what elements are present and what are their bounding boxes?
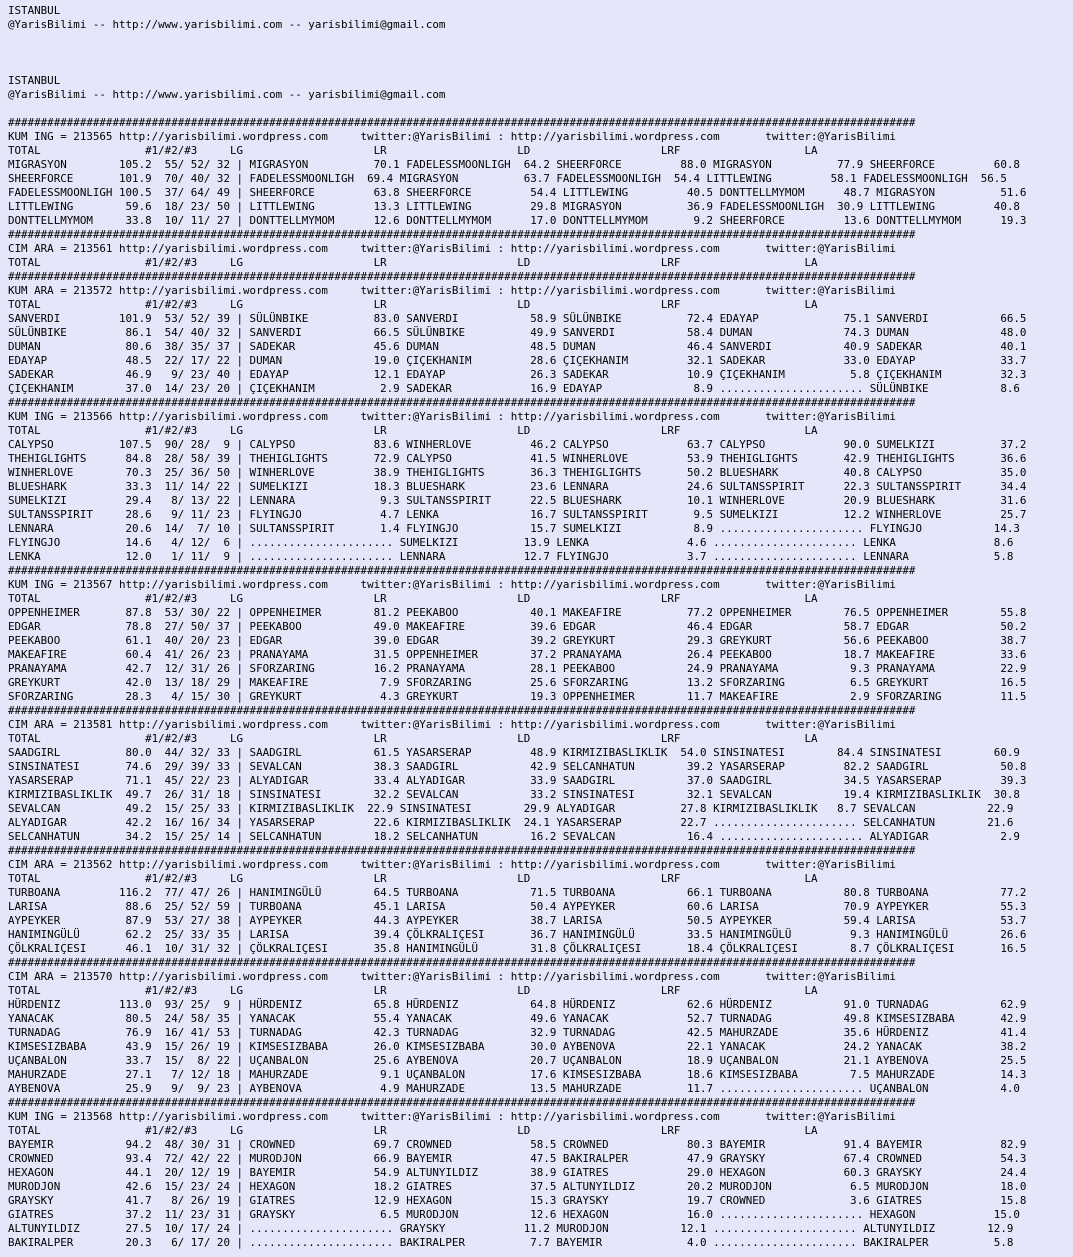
report-line: ########################################################################################################################################### <box>8 956 916 969</box>
report-line: SINSINATESI 74.6 29/ 39/ 33 | SEVALCAN 38.3 SAADGIRL 42.9 SELCANHATUN 39.2 YASARSERAP 82.2 SAADGIRL 50.8 <box>8 760 1027 773</box>
report-line: LENKA 12.0 1/ 11/ 9 | ...................... LENNARA 12.7 FLYINGJO 3.7 ...................... LENNARA 5.8 <box>8 550 1014 563</box>
report-line: @YarisBilimi -- http://www.yarisbilimi.com -- yarisbilimi@gmail.com <box>8 88 446 101</box>
report-line: TOTAL #1/#2/#3 LG LR LD LRF LA <box>8 144 818 157</box>
report-line: OPPENHEIMER 87.8 53/ 30/ 22 | OPPENHEIMER 81.2 PEEKABOO 40.1 MAKEAFIRE 77.2 OPPENHEIMER 76.5 OPPENHEIMER 55.8 <box>8 606 1027 619</box>
report-line: ALYADIGAR 42.2 16/ 16/ 34 | YASARSERAP 22.6 KIRMIZIBASLIKLIK 24.1 YASARSERAP 22.7 ...................... SELCANHATUN 21.6 <box>8 816 1014 829</box>
report-line: SANVERDI 101.9 53/ 52/ 39 | SÜLÜNBIKE 83.0 SANVERDI 58.9 SÜLÜNBIKE 72.4 EDAYAP 75.1 SANVERDI 66.5 <box>8 312 1027 325</box>
report-line: FADELESSMOONLIGH 100.5 37/ 64/ 49 | SHEERFORCE 63.8 SHEERFORCE 54.4 LITTLEWING 40.5 DONTTELLMYMOM 48.7 MIGRASYON 51.6 <box>8 186 1027 199</box>
report-line: CROWNED 93.4 72/ 42/ 22 | MURODJON 66.9 BAYEMIR 47.5 BAKIRALPER 47.9 GRAYSKY 67.4 CROWNED 54.3 <box>8 1152 1027 1165</box>
report-line: SELCANHATUN 34.2 15/ 25/ 14 | SELCANHATUN 18.2 SELCANHATUN 16.2 SEVALCAN 16.4 ...................... ALYADIGAR 2.9 <box>8 830 1020 843</box>
report-line: TOTAL #1/#2/#3 LG LR LD LRF LA <box>8 1124 818 1137</box>
report-line: KUM ING = 213566 http://yarisbilimi.wordpress.com twitter:@YarisBilimi : http://yarisbilimi.wordpress.com twitter:@YarisBilimi <box>8 410 896 423</box>
report-line: GIATRES 37.2 11/ 23/ 31 | GRAYSKY 6.5 MURODJON 12.6 HEXAGON 16.0 ...................... HEXAGON 15.0 <box>8 1208 1020 1221</box>
report-line: TOTAL #1/#2/#3 LG LR LD LRF LA <box>8 732 818 745</box>
report-line: GRAYSKY 41.7 8/ 26/ 19 | GIATRES 12.9 HEXAGON 15.3 GRAYSKY 19.7 CROWNED 3.6 GIATRES 15.8 <box>8 1194 1027 1207</box>
report-line: ########################################################################################################################################### <box>8 396 916 409</box>
report-line: MURODJON 42.6 15/ 23/ 24 | HEXAGON 18.2 GIATRES 37.5 ALTUNYILDIZ 20.2 MURODJON 6.5 MURODJON 18.0 <box>8 1180 1027 1193</box>
report-line: YASARSERAP 71.1 45/ 22/ 23 | ALYADIGAR 33.4 ALYADIGAR 33.9 SAADGIRL 37.0 SAADGIRL 34.5 YASARSERAP 39.3 <box>8 774 1027 787</box>
report-line: HANIMINGÜLÜ 62.2 25/ 33/ 35 | LARISA 39.4 ÇÖLKRALIÇESI 36.7 HANIMINGÜLÜ 33.5 HANIMINGÜLÜ 9.3 HANIMINGÜLÜ 26.6 <box>8 928 1027 941</box>
report-line: SUMELKIZI 29.4 8/ 13/ 22 | LENNARA 9.3 SULTANSSPIRIT 22.5 BLUESHARK 10.1 WINHERLOVE 20.9 BLUESHARK 31.6 <box>8 494 1027 507</box>
report-line: LARISA 88.6 25/ 52/ 59 | TURBOANA 45.1 LARISA 50.4 AYPEYKER 60.6 LARISA 70.9 AYPEYKER 55.3 <box>8 900 1027 913</box>
report-line: TOTAL #1/#2/#3 LG LR LD LRF LA <box>8 984 818 997</box>
report-line: ########################################################################################################################################### <box>8 844 916 857</box>
report-line: TOTAL #1/#2/#3 LG LR LD LRF LA <box>8 298 818 311</box>
report-line: ########################################################################################################################################### <box>8 704 916 717</box>
report-line: TOTAL #1/#2/#3 LG LR LD LRF LA <box>8 256 818 269</box>
report-line: SEVALCAN 49.2 15/ 25/ 33 | KIRMIZIBASLIKLIK 22.9 SINSINATESI 29.9 ALYADIGAR 27.8 KIRMIZIBASLIKLIK 8.7 SEVALCAN 22.9 <box>8 802 1014 815</box>
report-line <box>8 32 1073 46</box>
report-line: KUM ING = 213567 http://yarisbilimi.wordpress.com twitter:@YarisBilimi : http://yarisbilimi.wordpress.com twitter:@YarisBilimi <box>8 578 896 591</box>
report-line: KUM ING = 213565 http://yarisbilimi.wordpress.com twitter:@YarisBilimi : http://yarisbilimi.wordpress.com twitter:@YarisBilimi <box>8 130 896 143</box>
report-line: SULTANSSPIRIT 28.6 9/ 11/ 23 | FLYINGJO 4.7 LENKA 16.7 SULTANSSPIRIT 9.5 SUMELKIZI 12.2 WINHERLOVE 25.7 <box>8 508 1027 521</box>
report-line: CALYPSO 107.5 90/ 28/ 9 | CALYPSO 83.6 WINHERLOVE 46.2 CALYPSO 63.7 CALYPSO 90.0 SUMELKIZI 37.2 <box>8 438 1027 451</box>
report-line: ########################################################################################################################################### <box>8 228 916 241</box>
report-line: MAHURZADE 27.1 7/ 12/ 18 | MAHURZADE 9.1 UÇANBALON 17.6 KIMSESIZBABA 18.6 KIMSESIZBABA 7.5 MAHURZADE 14.3 <box>8 1068 1027 1081</box>
report-line: BAYEMIR 94.2 48/ 30/ 31 | CROWNED 69.7 CROWNED 58.5 CROWNED 80.3 BAYEMIR 91.4 BAYEMIR 82.9 <box>8 1138 1027 1151</box>
report-line: MAKEAFIRE 60.4 41/ 26/ 23 | PRANAYAMA 31.5 OPPENHEIMER 37.2 PRANAYAMA 26.4 PEEKABOO 18.7 MAKEAFIRE 33.6 <box>8 648 1027 661</box>
report-line: EDAYAP 48.5 22/ 17/ 22 | DUMAN 19.0 ÇIÇEKHANIM 28.6 ÇIÇEKHANIM 32.1 SADEKAR 33.0 EDAYAP 33.7 <box>8 354 1027 367</box>
report-line: GREYKURT 42.0 13/ 18/ 29 | MAKEAFIRE 7.9 SFORZARING 25.6 SFORZARING 13.2 SFORZARING 6.5 GREYKURT 16.5 <box>8 676 1027 689</box>
report-line <box>8 102 1073 116</box>
report-line: ISTANBUL <box>8 4 61 17</box>
report-line: KUM ING = 213568 http://yarisbilimi.wordpress.com twitter:@YarisBilimi : http://yarisbilimi.wordpress.com twitter:@YarisBilimi <box>8 1110 896 1123</box>
report-line: TOTAL #1/#2/#3 LG LR LD LRF LA <box>8 424 818 437</box>
report-line: SFORZARING 28.3 4/ 15/ 30 | GREYKURT 4.3 GREYKURT 19.3 OPPENHEIMER 11.7 MAKEAFIRE 2.9 SFORZARING 11.5 <box>8 690 1027 703</box>
report-line: HEXAGON 44.1 20/ 12/ 19 | BAYEMIR 54.9 ALTUNYILDIZ 38.9 GIATRES 29.0 HEXAGON 60.3 GRAYSKY 24.4 <box>8 1166 1027 1179</box>
report-line: MIGRASYON 105.2 55/ 52/ 32 | MIGRASYON 70.1 FADELESSMOONLIGH 64.2 SHEERFORCE 88.0 MIGRASYON 77.9 SHEERFORCE 60.8 <box>8 158 1020 171</box>
report-line: UÇANBALON 33.7 15/ 8/ 22 | UÇANBALON 25.6 AYBENOVA 20.7 UÇANBALON 18.9 UÇANBALON 21.1 AYBENOVA 25.5 <box>8 1054 1027 1067</box>
report-line: EDGAR 78.8 27/ 50/ 37 | PEEKABOO 49.0 MAKEAFIRE 39.6 EDGAR 46.4 EDGAR 58.7 EDGAR 50.2 <box>8 620 1027 633</box>
report-line: KIRMIZIBASLIKLIK 49.7 26/ 31/ 18 | SINSINATESI 32.2 SEVALCAN 33.2 SINSINATESI 32.1 SEVALCAN 19.4 KIRMIZIBASLIKLIK 30.8 <box>8 788 1020 801</box>
report-line: @YarisBilimi -- http://www.yarisbilimi.com -- yarisbilimi@gmail.com <box>8 18 446 31</box>
report-line: CIM ARA = 213561 http://yarisbilimi.wordpress.com twitter:@YarisBilimi : http://yarisbilimi.wordpress.com twitter:@YarisBilimi <box>8 242 896 255</box>
report-line: SAADGIRL 80.0 44/ 32/ 33 | SAADGIRL 61.5 YASARSERAP 48.9 KIRMIZIBASLIKLIK 54.0 SINSINATESI 84.4 SINSINATESI 60.9 <box>8 746 1020 759</box>
report-line: AYBENOVA 25.9 9/ 9/ 23 | AYBENOVA 4.9 MAHURZADE 13.5 MAHURZADE 11.7 ...................... UÇANBALON 4.0 <box>8 1082 1020 1095</box>
report-line: SÜLÜNBIKE 86.1 54/ 40/ 32 | SANVERDI 66.5 SÜLÜNBIKE 49.9 SANVERDI 58.4 DUMAN 74.3 DUMAN 48.0 <box>8 326 1027 339</box>
report-line: LENNARA 20.6 14/ 7/ 10 | SULTANSSPIRIT 1.4 FLYINGJO 15.7 SUMELKIZI 8.9 ...................... FLYINGJO 14.3 <box>8 522 1020 535</box>
report-line: LITTLEWING 59.6 18/ 23/ 50 | LITTLEWING 13.3 LITTLEWING 29.8 MIGRASYON 36.9 FADELESSMOONLIGH 30.9 LITTLEWING 40.8 <box>8 200 1020 213</box>
report-line: TURNADAG 76.9 16/ 41/ 53 | TURNADAG 42.3 TURNADAG 32.9 TURNADAG 42.5 MAHURZADE 35.6 HÜRDENIZ 41.4 <box>8 1026 1027 1039</box>
report-line: ########################################################################################################################################### <box>8 1096 916 1109</box>
report-line: DONTTELLMYMOM 33.8 10/ 11/ 27 | DONTTELLMYMOM 12.6 DONTTELLMYMOM 17.0 DONTTELLMYMOM 9.2 SHEERFORCE 13.6 DONTTELLMYMOM 19.3 <box>8 214 1027 227</box>
report-line: BAKIRALPER 20.3 6/ 17/ 20 | ...................... BAKIRALPER 7.7 BAYEMIR 4.0 ...................... BAKIRALPER 5.8 <box>8 1236 1014 1249</box>
report-line: KUM ARA = 213572 http://yarisbilimi.wordpress.com twitter:@YarisBilimi : http://yarisbilimi.wordpress.com twitter:@YarisBilimi <box>8 284 896 297</box>
report-line: ÇIÇEKHANIM 37.0 14/ 23/ 20 | ÇIÇEKHANIM 2.9 SADEKAR 16.9 EDAYAP 8.9 ...................... SÜLÜNBIKE 8.6 <box>8 382 1020 395</box>
report-line: CIM ARA = 213581 http://yarisbilimi.wordpress.com twitter:@YarisBilimi : http://yarisbilimi.wordpress.com twitter:@YarisBilimi <box>8 718 896 731</box>
report-line <box>8 46 1073 60</box>
report-line <box>8 60 1073 74</box>
report-line: YANACAK 80.5 24/ 58/ 35 | YANACAK 55.4 YANACAK 49.6 YANACAK 52.7 TURNADAG 49.8 KIMSESIZBABA 42.9 <box>8 1012 1027 1025</box>
report-line: HÜRDENIZ 113.0 93/ 25/ 9 | HÜRDENIZ 65.8 HÜRDENIZ 64.8 HÜRDENIZ 62.6 HÜRDENIZ 91.0 TURNADAG 62.9 <box>8 998 1027 1011</box>
report-line: TURBOANA 116.2 77/ 47/ 26 | HANIMINGÜLÜ 64.5 TURBOANA 71.5 TURBOANA 66.1 TURBOANA 80.8 TURBOANA 77.2 <box>8 886 1027 899</box>
report-line: TOTAL #1/#2/#3 LG LR LD LRF LA <box>8 872 818 885</box>
report-line: SHEERFORCE 101.9 70/ 40/ 32 | FADELESSMOONLIGH 69.4 MIGRASYON 63.7 FADELESSMOONLIGH 54.4 LITTLEWING 58.1 FADELESSMOONLIGH 56.5 <box>8 172 1007 185</box>
report-line: CIM ARA = 213570 http://yarisbilimi.wordpress.com twitter:@YarisBilimi : http://yarisbilimi.wordpress.com twitter:@YarisBilimi <box>8 970 896 983</box>
report-line: ALTUNYILDIZ 27.5 10/ 17/ 24 | ...................... GRAYSKY 11.2 MURODJON 12.1 ...................... ALTUNYILDIZ 12.9 <box>8 1222 1014 1235</box>
report-line: ÇÖLKRALIÇESI 46.1 10/ 31/ 32 | ÇÖLKRALIÇESI 35.8 HANIMINGÜLÜ 31.8 ÇÖLKRALIÇESI 18.4 ÇÖLKRALIÇESI 8.7 ÇÖLKRALIÇESI 16.5 <box>8 942 1027 955</box>
report-line: DUMAN 80.6 38/ 35/ 37 | SADEKAR 45.6 DUMAN 48.5 DUMAN 46.4 SANVERDI 40.9 SADEKAR 40.1 <box>8 340 1027 353</box>
report-line: ISTANBUL <box>8 74 61 87</box>
report-line: BLUESHARK 33.3 11/ 14/ 22 | SUMELKIZI 18.3 BLUESHARK 23.6 LENNARA 24.6 SULTANSSPIRIT 22.3 SULTANSSPIRIT 34.4 <box>8 480 1027 493</box>
report-line: TOTAL #1/#2/#3 LG LR LD LRF LA <box>8 592 818 605</box>
report-line: KIMSESIZBABA 43.9 15/ 26/ 19 | KIMSESIZBABA 26.0 KIMSESIZBABA 30.0 AYBENOVA 22.1 YANACAK 24.2 YANACAK 38.2 <box>8 1040 1027 1053</box>
report-line: THEHIGLIGHTS 84.8 28/ 58/ 39 | THEHIGLIGHTS 72.9 CALYPSO 41.5 WINHERLOVE 53.9 THEHIGLIGHTS 42.9 THEHIGLIGHTS 36.6 <box>8 452 1027 465</box>
report-line: SADEKAR 46.9 9/ 23/ 40 | EDAYAP 12.1 EDAYAP 26.3 SADEKAR 10.9 ÇIÇEKHANIM 5.8 ÇIÇEKHANIM 32.3 <box>8 368 1027 381</box>
report-line: ########################################################################################################################################### <box>8 564 916 577</box>
report-line: FLYINGJO 14.6 4/ 12/ 6 | ...................... SUMELKIZI 13.9 LENKA 4.6 ...................... LENKA 8.6 <box>8 536 1014 549</box>
report-line: PRANAYAMA 42.7 12/ 31/ 26 | SFORZARING 16.2 PRANAYAMA 28.1 PEEKABOO 24.9 PRANAYAMA 9.3 PRANAYAMA 22.9 <box>8 662 1027 675</box>
report-line: ########################################################################################################################################### <box>8 116 916 129</box>
report-line: CIM ARA = 213562 http://yarisbilimi.wordpress.com twitter:@YarisBilimi : http://yarisbilimi.wordpress.com twitter:@YarisBilimi <box>8 858 896 871</box>
report-line: PEEKABOO 61.1 40/ 20/ 23 | EDGAR 39.0 EDGAR 39.2 GREYKURT 29.3 GREYKURT 56.6 PEEKABOO 38.7 <box>8 634 1027 647</box>
report-line: AYPEYKER 87.9 53/ 27/ 38 | AYPEYKER 44.3 AYPEYKER 38.7 LARISA 50.5 AYPEYKER 59.4 LARISA 53.7 <box>8 914 1027 927</box>
report-line: WINHERLOVE 70.3 25/ 36/ 50 | WINHERLOVE 38.9 THEHIGLIGHTS 36.3 THEHIGLIGHTS 50.2 BLUESHARK 40.8 CALYPSO 35.0 <box>8 466 1027 479</box>
report-line: ########################################################################################################################################### <box>8 270 916 283</box>
